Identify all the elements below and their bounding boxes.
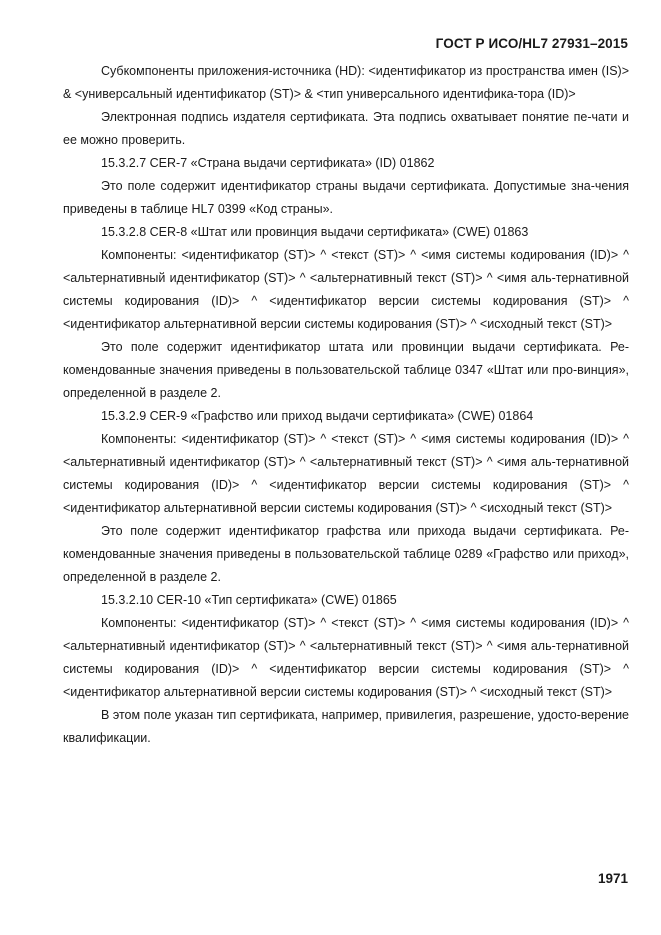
paragraph-cer-10-description: В этом поле указан тип сертификата, например, привилегия, разрешение, удосто-верение квалификации.: [63, 708, 629, 745]
section-heading-cer-9: 15.3.2.9 CER-9 «Графство или приход выдачи сертификата» (CWE) 01864: [101, 409, 534, 423]
paragraph-issuer-signature: Электронная подпись издателя сертификата. Эта подпись охватывает понятие пе-чати и ее можно проверить.: [63, 110, 629, 147]
paragraph-cer-9-components: Компоненты: <идентификатор (ST)> ^ <текст (ST)> ^ <имя системы кодирования (ID)> ^ <альтернативный идентификатор (ST)> ^ <альтернативный текст (ST)> ^ <имя аль-тернативной системы кодирования (ID)> ^ <идентификатор версии системы кодирования (ST)> ^ <идентификатор альтернативной версии системы кодирования (ST)> ^ <исходный текст (ST)>: [63, 432, 629, 515]
paragraph-cer-10-components: Компоненты: <идентификатор (ST)> ^ <текст (ST)> ^ <имя системы кодирования (ID)> ^ <альтернативный идентификатор (ST)> ^ <альтернативный текст (ST)> ^ <имя аль-тернативной системы кодирования (ID)> ^ <идентификатор версии системы кодирования (ST)> ^ <идентификатор альтернативной версии системы кодирования (ST)> ^ <исходный текст (ST)>: [63, 616, 629, 699]
section-heading-cer-10: 15.3.2.10 CER-10 «Тип сертификата» (CWE) 01865: [101, 593, 397, 607]
section-heading-cer-7: 15.3.2.7 CER-7 «Страна выдачи сертификата» (ID) 01862: [101, 156, 435, 170]
paragraph-cer-7-description: Это поле содержит идентификатор страны выдачи сертификата. Допустимые зна-чения приведены в таблице HL7 0399 «Код страны».: [63, 179, 629, 216]
page-number: 1971: [597, 871, 628, 886]
paragraph-cer-8-components: Компоненты: <идентификатор (ST)> ^ <текст (ST)> ^ <имя системы кодирования (ID)> ^ <альтернативный идентификатор (ST)> ^ <альтернативный текст (ST)> ^ <имя аль-тернативной системы кодирования (ID)> ^ <идентификатор версии системы кодирования (ST)> ^ <идентификатор альтернативной версии системы кодирования (ST)> ^ <исходный текст (ST)>: [63, 248, 629, 331]
section-heading-cer-8: 15.3.2.8 CER-8 «Штат или провинция выдачи сертификата» (CWE) 01863: [101, 225, 529, 239]
page-header-standard: ГОСТ Р ИСО/HL7 27931–2015: [435, 36, 628, 51]
paragraph-cer-9-description: Это поле содержит идентификатор графства или прихода выдачи сертификата. Ре-комендованные значения приведены в пользовательской таблице 0289 «Графство или приход», определенной в разделе 2.: [63, 524, 629, 584]
document-body: [63, 60, 629, 750]
paragraph-cer-8-description: Это поле содержит идентификатор штата или провинции выдачи сертификата. Ре-комендованные значения приведены в пользовательской таблице 0347 «Штат или про-винция», определенной в разделе 2.: [63, 340, 629, 400]
paragraph-source-app-subcomponents: Субкомпоненты приложения-источника (HD): <идентификатор из пространства имен (IS)> & <универсальный идентификатор (ST)> & <тип универсального идентифика-тора (ID)>: [63, 64, 629, 101]
